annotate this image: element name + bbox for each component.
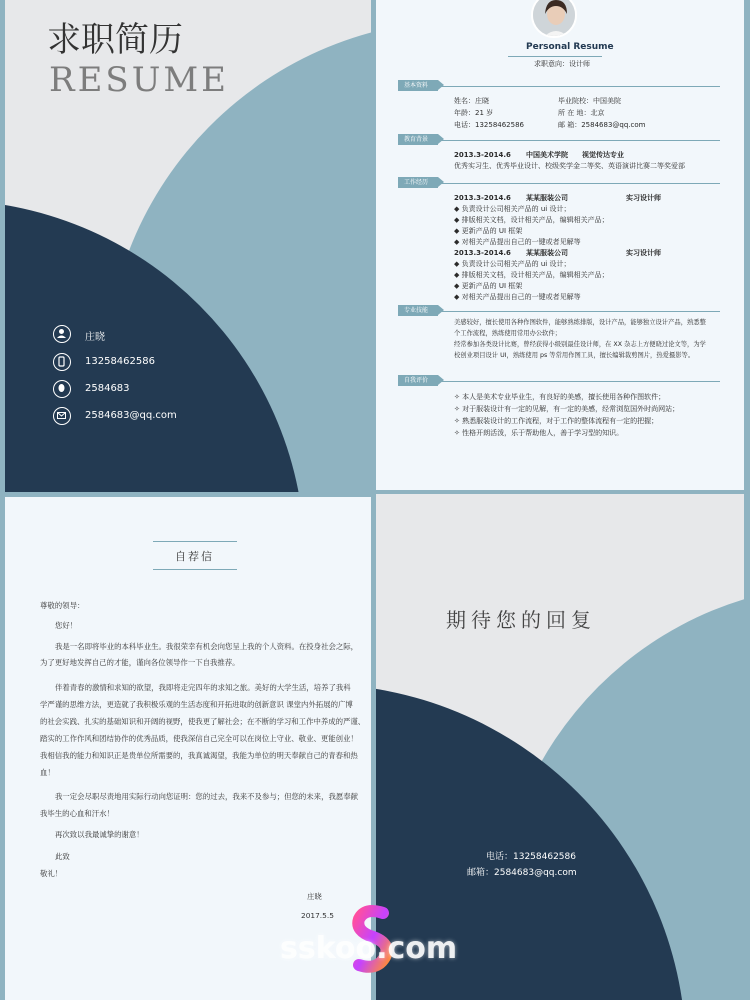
letter-line: 我是一名即将毕业的本科毕业生。我很荣幸有机会向您呈上我的个人资料。在投身社会之际， — [55, 642, 359, 651]
list-item: ◆ 更新产品的 UI 框架 — [454, 282, 523, 290]
letter-line: 为了更好地发挥自己的才能，谨向各位领导作一下自我推荐。 — [40, 658, 240, 667]
closing-email: 邮箱：2584683@qq.com — [467, 868, 577, 878]
letter-line: 我相信我的能力和知识正是贵单位所需要的，我真诚渴望，我能为单位的明天奉献自己的青春和热 — [40, 751, 358, 760]
phone-icon — [53, 353, 71, 371]
resume-header: Personal Resume — [526, 42, 614, 52]
basic-age: 年龄：21 岁 — [454, 109, 494, 117]
work-2-date: 2013.3-2014.6 — [454, 249, 511, 257]
list-item: ◆ 排版相关文档，设计相关产品，编辑相关产品； — [454, 271, 609, 279]
header-divider — [508, 56, 602, 57]
letter-line: 我毕生的心血和汗水！ — [40, 809, 114, 818]
letter-line: 再次致以我最诚挚的谢意！ — [55, 830, 144, 839]
section-divider — [438, 381, 720, 382]
work-2-role: 实习设计师 — [626, 249, 661, 257]
skills-line: 校创业项目设计 UI，熟练使用 ps 等常用作图工具，擅长编辑裁剪图片，热爱摄影等。 — [454, 352, 695, 359]
list-item: ◆ 对相关产品提出自己的一键或者见解等 — [454, 293, 581, 301]
section-divider — [438, 183, 720, 184]
cover-page — [5, 0, 371, 492]
basic-school: 毕业院校：中国美院 — [558, 97, 621, 105]
letter-line: 的社会实践、扎实的基础知识和开阔的视野，使我更了解社会；在不断的学习和工作中养成的严谨、 — [40, 717, 366, 726]
work-1-company: 某某服装公司 — [526, 194, 568, 202]
letter-title: 自荐信 — [175, 550, 214, 563]
resume-page — [376, 0, 744, 490]
basic-name: 姓名：庄晓 — [454, 97, 489, 105]
edu-major: 视觉传达专业 — [582, 151, 624, 159]
section-divider — [438, 86, 720, 87]
basic-email: 邮 箱：2584683@qq.com — [558, 121, 646, 129]
contact-email: 2584683@qq.com — [85, 410, 177, 421]
letter-title-top-line — [153, 541, 237, 542]
letter-line: 敬礼！ — [40, 869, 63, 878]
cover-title-cn: 求职简历 — [47, 20, 183, 60]
work-1-date: 2013.3-2014.6 — [454, 194, 511, 202]
section-divider — [438, 140, 720, 141]
skills-line: 个工作流程，熟练使用常用办公软件； — [454, 330, 562, 337]
letter-line: 踏实的工作作风和团结协作的优秀品质，使我深信自己完全可以在岗位上守业、敬业、更能创业！ — [40, 734, 358, 743]
list-item: ◆ 更新产品的 UI 框架 — [454, 227, 523, 235]
cover-title-en: RESUME — [49, 60, 229, 100]
list-item: ◆ 排版相关文档，设计相关产品，编辑相关产品； — [454, 216, 609, 224]
work-1-role: 实习设计师 — [626, 194, 661, 202]
basic-location: 所 在 地：北京 — [558, 109, 605, 117]
work-2-company: 某某服装公司 — [526, 249, 568, 257]
edu-desc: 优秀实习生、优秀毕业设计、校级奖学金二等奖、英语演讲比赛二等奖爱部 — [454, 162, 685, 170]
qq-icon — [53, 380, 71, 398]
section-self-label: 自我评价 — [398, 375, 438, 386]
list-item: ✧ 对于服装设计有一定的见解，有一定的美感，经常浏览国外时尚网站； — [454, 405, 680, 413]
list-item: ✧ 本人是美术专业毕业生，有良好的美感，擅长使用各种作图软件； — [454, 393, 666, 401]
list-item: ◆ 负责设计公司相关产品的 ui 设计； — [454, 260, 571, 268]
letter-date: 2017.5.5 — [301, 911, 334, 920]
letter-title-bottom-line — [153, 569, 237, 570]
letter-signature: 庄晓 — [307, 892, 322, 901]
mail-icon — [53, 407, 71, 425]
avatar — [531, 0, 577, 38]
letter-line: 您好！ — [55, 621, 78, 630]
section-divider — [438, 311, 720, 312]
letter-line: 我一定会尽职尽责地用实际行动向您证明：您的过去，我来不及参与；但您的未来，我愿奉献 — [55, 792, 359, 801]
contact-name: 庄晓 — [85, 332, 105, 343]
closing-page — [376, 494, 744, 1000]
letter-line: 此致 — [55, 852, 70, 861]
basic-phone: 电话：13258462586 — [454, 121, 524, 129]
letter-page — [5, 497, 371, 1000]
skills-line: 经常参加各类设计比赛，曾经获得小级别最佳设计师，在 XX 杂志上方便晓过论文等，为学 — [454, 341, 706, 348]
section-skills-label: 专业技能 — [398, 305, 438, 316]
skills-line: 美感较好，擅长使用各种作图软件，能够熟练排版，设计产品，能够独立设计产品，熟悉整 — [454, 319, 706, 326]
list-item: ✧ 性格开朗活泼，乐于帮助他人，善于学习型的知识。 — [454, 429, 624, 437]
letter-line: 学严谨的思维方法，更造就了我积极乐观的生活态度和开拓进取的创新意识 课堂内外拓展的广博 — [40, 700, 353, 709]
contact-phone: 13258462586 — [85, 356, 155, 367]
closing-title: 期待您的回复 — [446, 608, 596, 632]
watermark-text: sskoo.com — [280, 931, 458, 966]
list-item: ✧ 熟悉服装设计的工作流程，对于工作的整体流程有一定的把握； — [454, 417, 659, 425]
person-icon — [53, 325, 71, 343]
list-item: ◆ 对相关产品提出自己的一键或者见解等 — [454, 238, 581, 246]
letter-line: 血！ — [40, 768, 55, 777]
list-item: ◆ 负责设计公司相关产品的 ui 设计； — [454, 205, 571, 213]
section-work-label: 工作经历 — [398, 177, 438, 188]
edu-date: 2013.3-2014.6 — [454, 151, 511, 159]
letter-line: 尊敬的领导： — [40, 601, 85, 610]
letter-line: 伴着青春的激情和求知的欲望，我即将走完四年的求知之旅。美好的大学生活，培养了我科 — [55, 683, 351, 692]
job-intent: 求职意向：设计师 — [534, 60, 590, 68]
contact-qq: 2584683 — [85, 383, 130, 394]
section-basic-label: 基本资料 — [398, 80, 438, 91]
closing-shapes — [376, 494, 744, 1000]
edu-school: 中国美术学院 — [526, 151, 568, 159]
section-education-label: 教育背景 — [398, 134, 438, 145]
closing-phone: 电话：13258462586 — [486, 852, 576, 862]
